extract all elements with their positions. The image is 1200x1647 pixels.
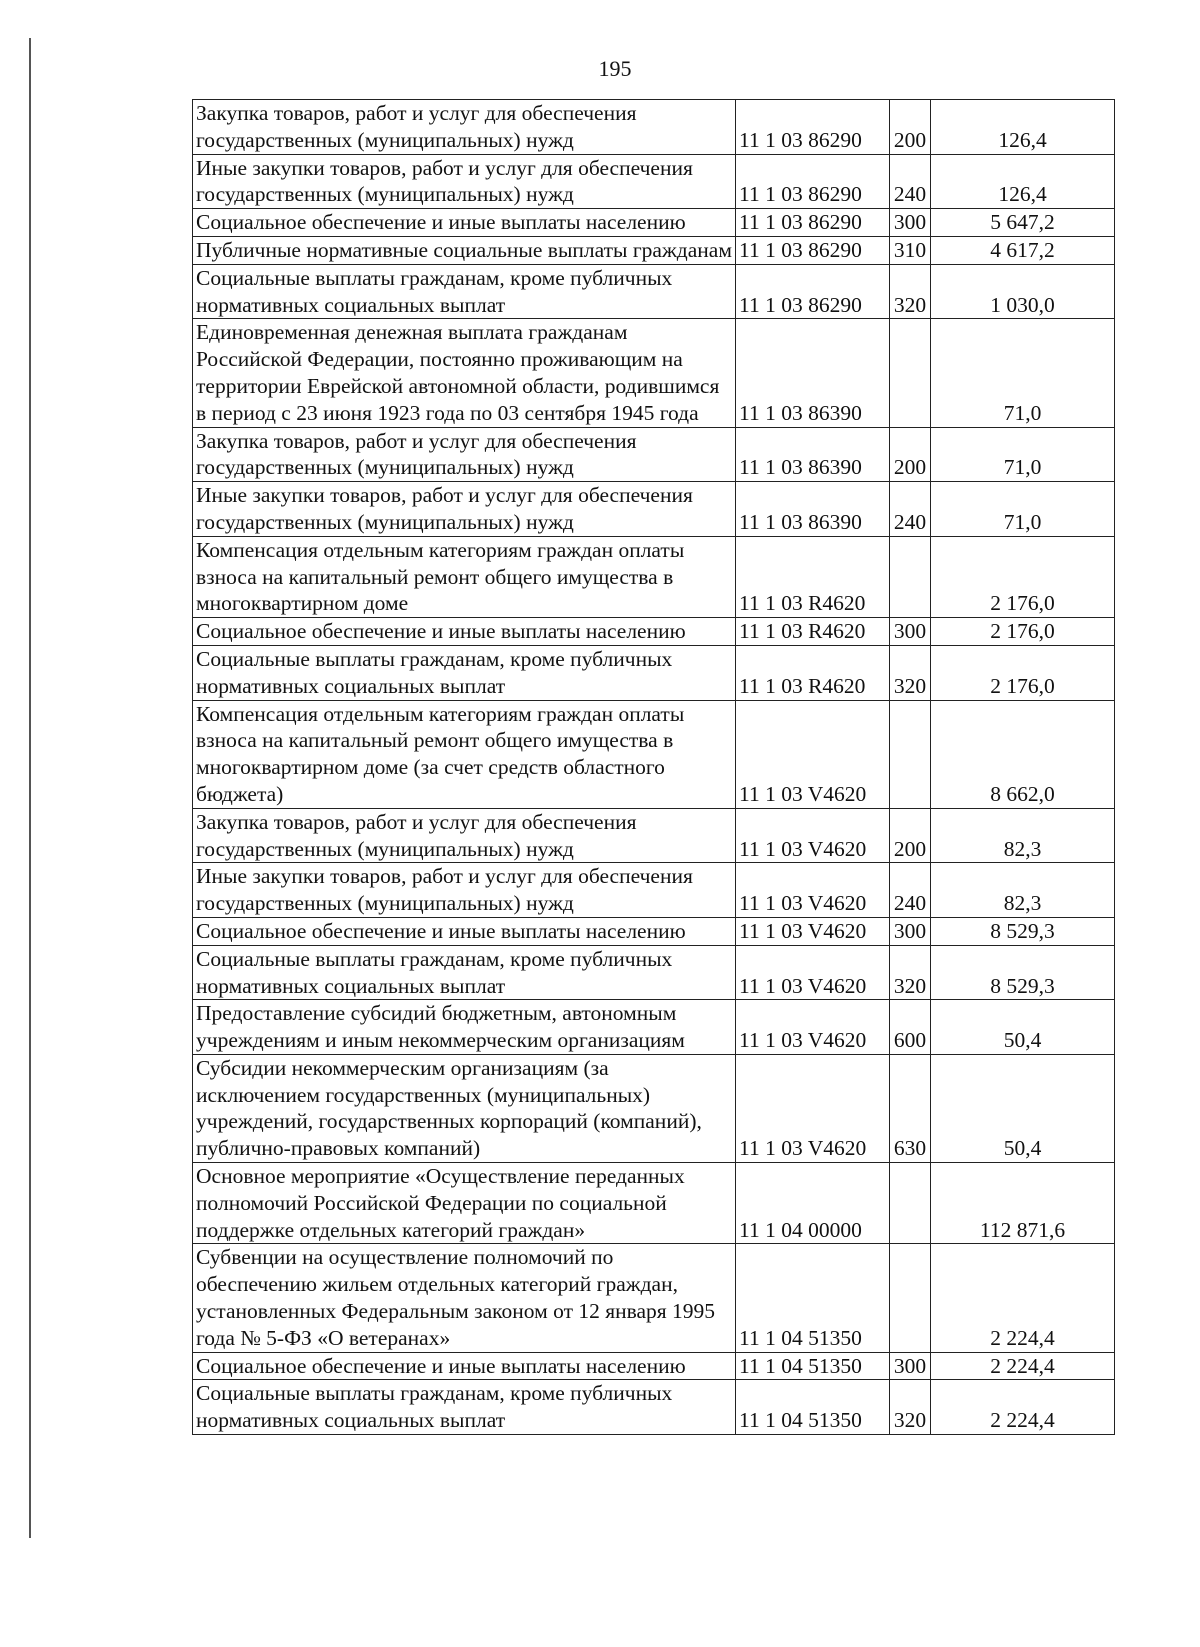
row-expense-type-cell <box>890 1244 931 1352</box>
table-row <box>193 645 1115 700</box>
row-amount-cell: 2 176,0 <box>931 536 1115 617</box>
table-row <box>193 1000 1115 1055</box>
table-row <box>193 863 1115 918</box>
row-expense-type-cell: 240 <box>890 863 931 918</box>
page-number: 195 <box>598 56 632 81</box>
row-expense-type-cell: 300 <box>890 917 931 945</box>
row-amount-cell: 2 176,0 <box>931 618 1115 646</box>
row-expense-type-cell: 200 <box>890 808 931 863</box>
row-name-cell: Иные закупки товаров, работ и услуг для обеспечения государственных (муниципальных) нужд <box>193 482 736 537</box>
table-row <box>193 808 1115 863</box>
row-expense-type-cell <box>890 319 931 427</box>
row-expense-type-cell: 300 <box>890 618 931 646</box>
table-row <box>193 209 1115 237</box>
row-amount-cell: 82,3 <box>931 808 1115 863</box>
row-name-cell: Единовременная денежная выплата гражданам Российской Федерации, постоянно проживающим на территории Еврейской автономной области, родившимся в период с 23 июня 1923 года по 03 сентября 1945 года <box>193 319 736 427</box>
row-name-cell: Закупка товаров, работ и услуг для обеспечения государственных (муниципальных) нужд <box>193 100 736 155</box>
row-name-cell: Компенсация отдельным категориям граждан оплаты взноса на капитальный ремонт общего имущества в многоквартирном доме <box>193 536 736 617</box>
row-name-cell: Закупка товаров, работ и услуг для обеспечения государственных (муниципальных) нужд <box>193 808 736 863</box>
row-target-article-cell: 11 1 03 86290 <box>736 154 890 209</box>
row-target-article-cell: 11 1 03 86290 <box>736 236 890 264</box>
row-amount-cell: 50,4 <box>931 1054 1115 1162</box>
row-amount-cell: 1 030,0 <box>931 264 1115 319</box>
table-row <box>193 917 1115 945</box>
row-name-cell: Субсидии некоммерческим организациям (за исключением государственных (муниципальных) учреждений, государственных корпораций (компаний), публично-правовых компаний) <box>193 1054 736 1162</box>
table-row <box>193 945 1115 1000</box>
row-target-article-cell: 11 1 03 R4620 <box>736 536 890 617</box>
table-row <box>193 536 1115 617</box>
table-row <box>193 154 1115 209</box>
row-target-article-cell: 11 1 03 86290 <box>736 100 890 155</box>
row-target-article-cell: 11 1 03 R4620 <box>736 618 890 646</box>
row-amount-cell: 8 529,3 <box>931 917 1115 945</box>
row-name-cell: Основное мероприятие «Осуществление переданных полномочий Российской Федерации по социальной поддержке отдельных категорий граждан» <box>193 1163 736 1244</box>
table-row <box>193 319 1115 427</box>
row-target-article-cell: 11 1 03 V4620 <box>736 945 890 1000</box>
row-name-cell: Иные закупки товаров, работ и услуг для обеспечения государственных (муниципальных) нужд <box>193 863 736 918</box>
row-name-cell: Социальное обеспечение и иные выплаты населению <box>193 917 736 945</box>
table-row <box>193 1380 1115 1435</box>
row-amount-cell: 2 224,4 <box>931 1380 1115 1435</box>
table-row <box>193 100 1115 155</box>
row-target-article-cell: 11 1 03 86290 <box>736 209 890 237</box>
table-row <box>193 618 1115 646</box>
row-amount-cell: 71,0 <box>931 482 1115 537</box>
row-amount-cell: 2 176,0 <box>931 645 1115 700</box>
row-target-article-cell: 11 1 03 V4620 <box>736 700 890 808</box>
row-target-article-cell: 11 1 04 51350 <box>736 1352 890 1380</box>
row-name-cell: Социальные выплаты гражданам, кроме публичных нормативных социальных выплат <box>193 945 736 1000</box>
row-expense-type-cell: 320 <box>890 645 931 700</box>
table-row <box>193 236 1115 264</box>
row-expense-type-cell <box>890 700 931 808</box>
row-expense-type-cell: 200 <box>890 427 931 482</box>
row-amount-cell: 50,4 <box>931 1000 1115 1055</box>
table-row <box>193 427 1115 482</box>
row-amount-cell: 82,3 <box>931 863 1115 918</box>
row-name-cell: Компенсация отдельным категориям граждан оплаты взноса на капитальный ремонт общего имущества в многоквартирном доме (за счет средств областного бюджета) <box>193 700 736 808</box>
row-name-cell: Социальное обеспечение и иные выплаты населению <box>193 618 736 646</box>
row-target-article-cell: 11 1 03 86290 <box>736 264 890 319</box>
row-amount-cell: 8 662,0 <box>931 700 1115 808</box>
row-target-article-cell: 11 1 03 R4620 <box>736 645 890 700</box>
budget-table <box>192 99 1115 1435</box>
row-amount-cell: 4 617,2 <box>931 236 1115 264</box>
row-expense-type-cell: 310 <box>890 236 931 264</box>
row-expense-type-cell: 320 <box>890 1380 931 1435</box>
row-name-cell: Закупка товаров, работ и услуг для обеспечения государственных (муниципальных) нужд <box>193 427 736 482</box>
row-target-article-cell: 11 1 03 V4620 <box>736 808 890 863</box>
row-name-cell: Социальное обеспечение и иные выплаты населению <box>193 1352 736 1380</box>
row-target-article-cell: 11 1 04 51350 <box>736 1380 890 1435</box>
row-amount-cell: 126,4 <box>931 154 1115 209</box>
row-name-cell: Социальное обеспечение и иные выплаты населению <box>193 209 736 237</box>
row-target-article-cell: 11 1 03 V4620 <box>736 1054 890 1162</box>
row-expense-type-cell: 200 <box>890 100 931 155</box>
row-name-cell: Субвенции на осуществление полномочий по обеспечению жильем отдельных категорий граждан, установленных Федеральным законом от 12 января 1995 года № 5-ФЗ «О ветеранах» <box>193 1244 736 1352</box>
table-row <box>193 1054 1115 1162</box>
row-expense-type-cell <box>890 536 931 617</box>
row-target-article-cell: 11 1 03 V4620 <box>736 917 890 945</box>
binding-margin-line <box>29 38 31 1538</box>
table-row <box>193 1352 1115 1380</box>
row-name-cell: Социальные выплаты гражданам, кроме публичных нормативных социальных выплат <box>193 264 736 319</box>
row-amount-cell: 8 529,3 <box>931 945 1115 1000</box>
row-name-cell: Социальные выплаты гражданам, кроме публичных нормативных социальных выплат <box>193 645 736 700</box>
row-amount-cell: 2 224,4 <box>931 1352 1115 1380</box>
row-target-article-cell: 11 1 03 V4620 <box>736 1000 890 1055</box>
row-target-article-cell: 11 1 03 86390 <box>736 319 890 427</box>
row-name-cell: Иные закупки товаров, работ и услуг для обеспечения государственных (муниципальных) нужд <box>193 154 736 209</box>
table-row <box>193 1163 1115 1244</box>
row-expense-type-cell: 320 <box>890 945 931 1000</box>
row-amount-cell: 2 224,4 <box>931 1244 1115 1352</box>
row-expense-type-cell: 630 <box>890 1054 931 1162</box>
row-amount-cell: 71,0 <box>931 427 1115 482</box>
row-target-article-cell: 11 1 03 86390 <box>736 427 890 482</box>
row-name-cell: Социальные выплаты гражданам, кроме публичных нормативных социальных выплат <box>193 1380 736 1435</box>
row-target-article-cell: 11 1 04 00000 <box>736 1163 890 1244</box>
row-amount-cell: 5 647,2 <box>931 209 1115 237</box>
row-expense-type-cell: 320 <box>890 264 931 319</box>
row-target-article-cell: 11 1 04 51350 <box>736 1244 890 1352</box>
row-expense-type-cell: 600 <box>890 1000 931 1055</box>
row-expense-type-cell: 240 <box>890 482 931 537</box>
table-row <box>193 1244 1115 1352</box>
row-expense-type-cell: 240 <box>890 154 931 209</box>
row-amount-cell: 126,4 <box>931 100 1115 155</box>
table-row <box>193 482 1115 537</box>
row-expense-type-cell: 300 <box>890 1352 931 1380</box>
row-expense-type-cell <box>890 1163 931 1244</box>
row-name-cell: Публичные нормативные социальные выплаты гражданам <box>193 236 736 264</box>
table-row <box>193 700 1115 808</box>
row-target-article-cell: 11 1 03 86390 <box>736 482 890 537</box>
row-name-cell: Предоставление субсидий бюджетным, автономным учреждениям и иным некоммерческим организациям <box>193 1000 736 1055</box>
row-amount-cell: 112 871,6 <box>931 1163 1115 1244</box>
row-expense-type-cell: 300 <box>890 209 931 237</box>
row-target-article-cell: 11 1 03 V4620 <box>736 863 890 918</box>
table-row <box>193 264 1115 319</box>
budget-table-body <box>193 100 1115 1435</box>
row-amount-cell: 71,0 <box>931 319 1115 427</box>
